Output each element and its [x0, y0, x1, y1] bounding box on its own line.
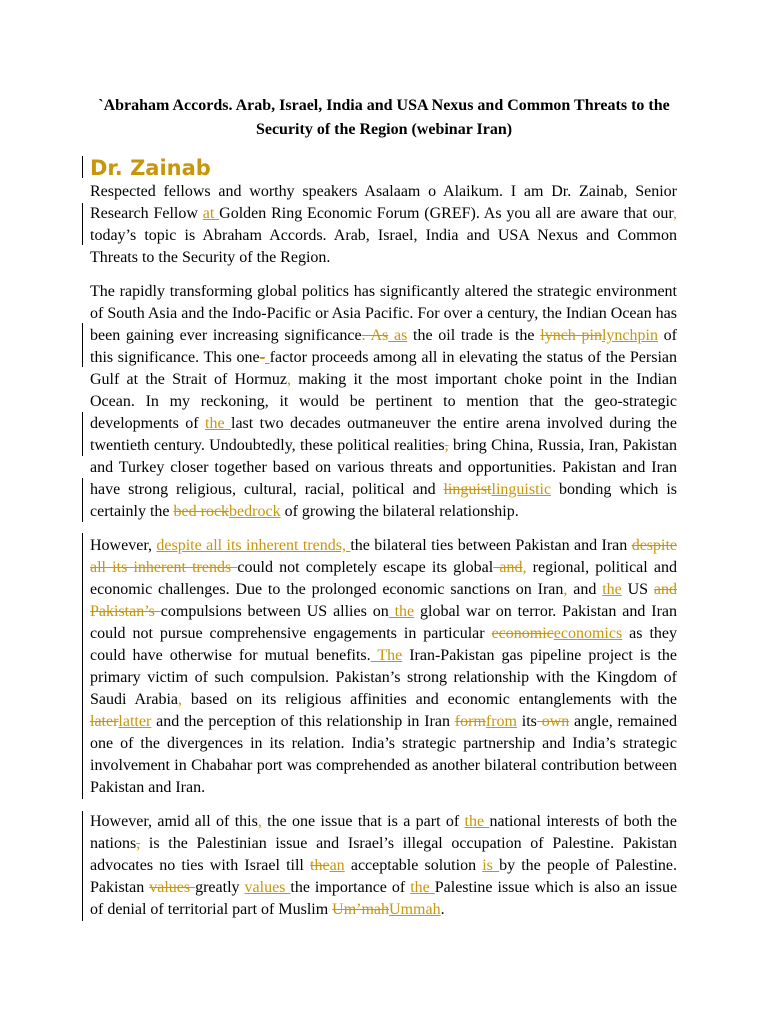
body-text: bring China, Russia, Iran, Pakistan and Turkey closer together based on various threats and opportunities. Pakistan and Iran have strong religious, cultural, racial, political and [90, 437, 677, 498]
body-text: global war on terror. Pakistan and Iran could not pursue comprehensive engagements in particular [90, 603, 678, 642]
body-text: is the Palestinian issue and Israel’s illegal occupation of Palestine. Pakistan advocates no ties with Israel till [90, 835, 677, 874]
deleted-text: later [90, 713, 119, 730]
inserted-text: , [178, 691, 183, 708]
inserted-text: at [202, 205, 220, 222]
deleted-text: the [310, 857, 330, 874]
body-text: national interests of both the nations [90, 813, 677, 852]
inserted-text: lynchpin [601, 327, 658, 344]
deleted-text: . As [361, 327, 389, 344]
inserted-text: values [244, 879, 291, 896]
body-text: the one issue that is a part of [261, 813, 465, 830]
inserted-text: is [482, 857, 500, 874]
inserted-text: , [673, 205, 678, 222]
body-text: greatly [195, 879, 245, 896]
paragraph-4 [90, 811, 677, 921]
deleted-text: Um’mah [332, 901, 390, 918]
inserted-text: , [522, 559, 527, 576]
inserted-text: the [602, 581, 622, 598]
inserted-text: the [410, 879, 435, 896]
body-text: making it the most important choke point in the Indian Ocean. In my reckoning, it would be pertinent to mention that the geo-strategic developments of [90, 371, 678, 432]
deleted-text: , [444, 437, 449, 454]
inserted-text: an [329, 857, 345, 874]
inserted-text: the [388, 603, 415, 620]
deleted-text: and [493, 559, 523, 576]
body-text: the importance of [290, 879, 411, 896]
deleted-text: and Pakistan’s [90, 581, 678, 620]
change-bar [82, 203, 83, 245]
body-text: compulsions between US allies on [160, 603, 389, 620]
body-text: Golden Ring Economic Forum (GREF). As you all are aware that our [219, 205, 674, 222]
deleted-text: , [136, 835, 141, 852]
body-text: as they could have otherwise for mutual benefits. [90, 625, 678, 664]
body-text: could not completely escape its global [237, 559, 494, 576]
body-text: acceptable solution [344, 857, 483, 874]
inserted-text: bedrock [229, 503, 281, 520]
body-text: today’s topic is Abraham Accords. Arab, Israel, India and USA Nexus and Common Threats to the Security of the Region. [90, 227, 677, 266]
body-text: The rapidly transforming global politics has significantly altered the strategic environment of South Asia and the Indo-Pacific or Asia Pacific. For over a century, the Indian Ocean has been gaining ever increasing significance [90, 283, 677, 344]
change-bar [82, 156, 83, 178]
inserted-text: , [257, 813, 262, 830]
body-text: its [516, 713, 537, 730]
paragraph-3 [90, 535, 677, 799]
inserted-text: latter [118, 713, 152, 730]
change-bar [82, 533, 83, 799]
inserted-text: , [563, 581, 568, 598]
paragraph-2 [90, 281, 677, 523]
body-text: Iran-Pakistan gas pipeline project is the primary victim of such compulsion. Pakistan’s strong relationship with the Kingdom of Saudi Arabia [90, 647, 677, 708]
change-bar [82, 412, 83, 456]
body-text: and the perception of this relationship in Iran [151, 713, 455, 730]
deleted-text: linguist [443, 481, 492, 498]
body-text: and [567, 581, 603, 598]
body-text: based on its religious affinities and economic entanglements with the [182, 691, 677, 708]
change-bar [82, 323, 83, 367]
inserted-text: The [370, 647, 403, 664]
body-text: . [440, 901, 445, 918]
document-title: `Abraham Accords. Arab, Israel, India and USA Nexus and Common Threats to the Security of the Region (webinar Iran) [98, 97, 670, 138]
speaker-heading: Dr. Zainab [90, 156, 211, 180]
body-text: of this significance. This one [90, 327, 678, 366]
body-text: Respected fellows and worthy speakers Asalaam o Alaikum. I am Dr. Zainab, Senior Research Fellow [90, 183, 677, 222]
inserted-text: Ummah [389, 901, 441, 918]
deleted-text: bed rock [173, 503, 230, 520]
body-text: bonding which is certainly the [90, 481, 678, 520]
body-text: However, [90, 537, 157, 554]
deleted-text: form [454, 713, 486, 730]
body-text: the oil trade is the [407, 327, 541, 344]
paragraph-1 [90, 181, 677, 269]
body-text: last two decades outmaneuver the entire arena involved during the twentieth century. Undoubtedly, these political realities [90, 415, 678, 454]
inserted-text: the [205, 415, 231, 432]
body-text: regional, political and economic challenges. Due to the prolonged economic sanctions on Iran [90, 559, 678, 598]
body-text: US [621, 581, 654, 598]
body-text: of growing the bilateral relationship. [280, 503, 519, 520]
inserted-text: despite all its inherent trends, [156, 537, 351, 554]
body-text: However, amid all of this [90, 813, 258, 830]
body-text: factor proceeds among all in elevating the status of the Persian Gulf at the Strait of Hormuz [90, 349, 678, 388]
deleted-text: lynch pin [540, 327, 602, 344]
body-text: Palestine issue which is also an issue of denial of territorial part of Muslim [90, 879, 678, 918]
inserted-text: the [464, 813, 490, 830]
inserted-text: from [485, 713, 517, 730]
deleted-text: economic [491, 625, 554, 642]
body-text: angle, remained one of the divergences in its relation. India’s strategic partnership and India’s strategic involvement in Chabahar port was comprehended as another bilateral contribution between Pakistan and Iran. [90, 713, 678, 796]
inserted-text: economics [553, 625, 623, 642]
inserted-text: linguistic [491, 481, 552, 498]
body-text: by the people of Palestine. Pakistan [90, 857, 678, 896]
deleted-text: own [536, 713, 570, 730]
inserted-text: as [388, 327, 408, 344]
deleted-text: values [149, 879, 196, 896]
inserted-text: , [287, 371, 291, 388]
deleted-text: - [259, 349, 265, 366]
change-bar [82, 478, 83, 522]
change-bar [82, 811, 83, 921]
body-text: the bilateral ties between Pakistan and Iran [350, 537, 632, 554]
deleted-text: despite all its inherent trends [90, 537, 678, 576]
